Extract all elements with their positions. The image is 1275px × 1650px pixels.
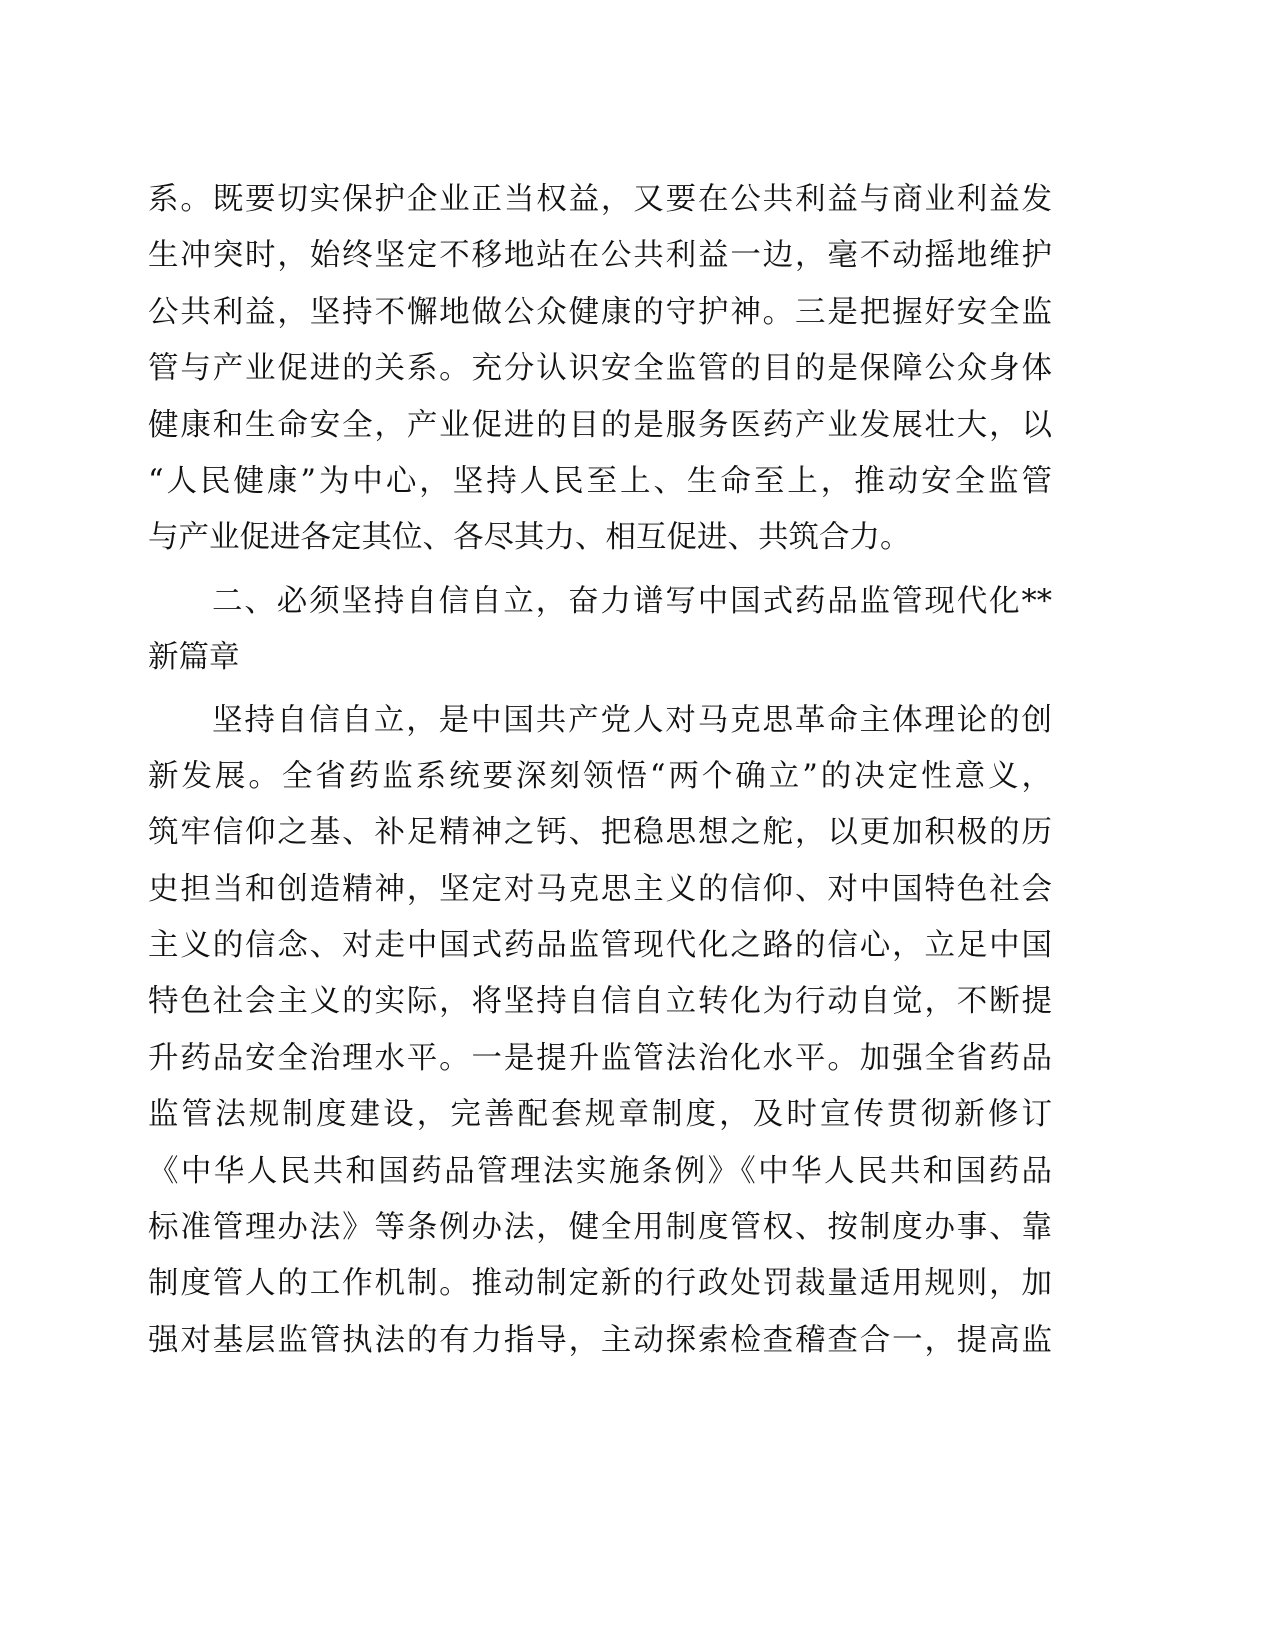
heading-line: 二、必须坚持自信自立，奋力谱写中国式药品监管现代化** <box>212 583 1052 619</box>
text-line: 特色社会主义的实际，将坚持自信自立转化为行动自觉，不断提 <box>148 984 1052 1020</box>
text-line: 制度管人的工作机制。推动制定新的行政处罚裁量适用规则，加 <box>148 1266 1052 1302</box>
heading-line: 新篇章 <box>148 640 240 676</box>
section-heading <box>148 574 1052 687</box>
text-line: 生冲突时，始终坚定不移地站在公共利益一边，毫不动摇地维护 <box>148 238 1052 274</box>
text-line: 史担当和创造精神，坚定对马克思主义的信仰、对中国特色社会 <box>148 871 1052 907</box>
text-line: 筑牢信仰之基、补足精神之钙、把稳思想之舵，以更加积极的历 <box>148 815 1052 851</box>
text-line: 监管法规制度建设，完善配套规章制度，及时宣传贯彻新修订 <box>148 1097 1052 1133</box>
text-line: 与产业促进各定其位、各尽其力、相互促进、共筑合力。 <box>148 520 911 556</box>
text-line: 健康和生命安全，产业促进的目的是服务医药产业发展壮大，以 <box>148 407 1052 443</box>
text-line: 标准管理办法》等条例办法，健全用制度管权、按制度办事、靠 <box>148 1210 1052 1246</box>
body-paragraph <box>148 693 1052 1370</box>
body-paragraph <box>148 172 1052 567</box>
text-line: 公共利益，坚持不懈地做公众健康的守护神。三是把握好安全监 <box>148 294 1052 330</box>
text-line: “人民健康”为中心，坚持人民至上、生命至上，推动安全监管 <box>148 463 1052 499</box>
text-line: 《中华人民共和国药品管理法实施条例》《中华人民共和国药品 <box>148 1153 1052 1189</box>
text-line: 新发展。全省药监系统要深刻领悟“两个确立”的决定性意义， <box>148 758 1052 794</box>
text-line: 升药品安全治理水平。一是提升监管法治化水平。加强全省药品 <box>148 1040 1052 1076</box>
text-line: 强对基层监管执法的有力指导，主动探索检查稽查合一，提高监 <box>148 1322 1052 1358</box>
document-page <box>148 172 1052 1369</box>
text-line: 坚持自信自立，是中国共产党人对马克思革命主体理论的创 <box>212 702 1052 738</box>
text-line: 系。既要切实保护企业正当权益，又要在公共利益与商业利益发 <box>148 182 1052 217</box>
text-line: 管与产业促进的关系。充分认识安全监管的目的是保障公众身体 <box>148 351 1052 387</box>
text-line: 主义的信念、对走中国式药品监管现代化之路的信心，立足中国 <box>148 928 1052 964</box>
